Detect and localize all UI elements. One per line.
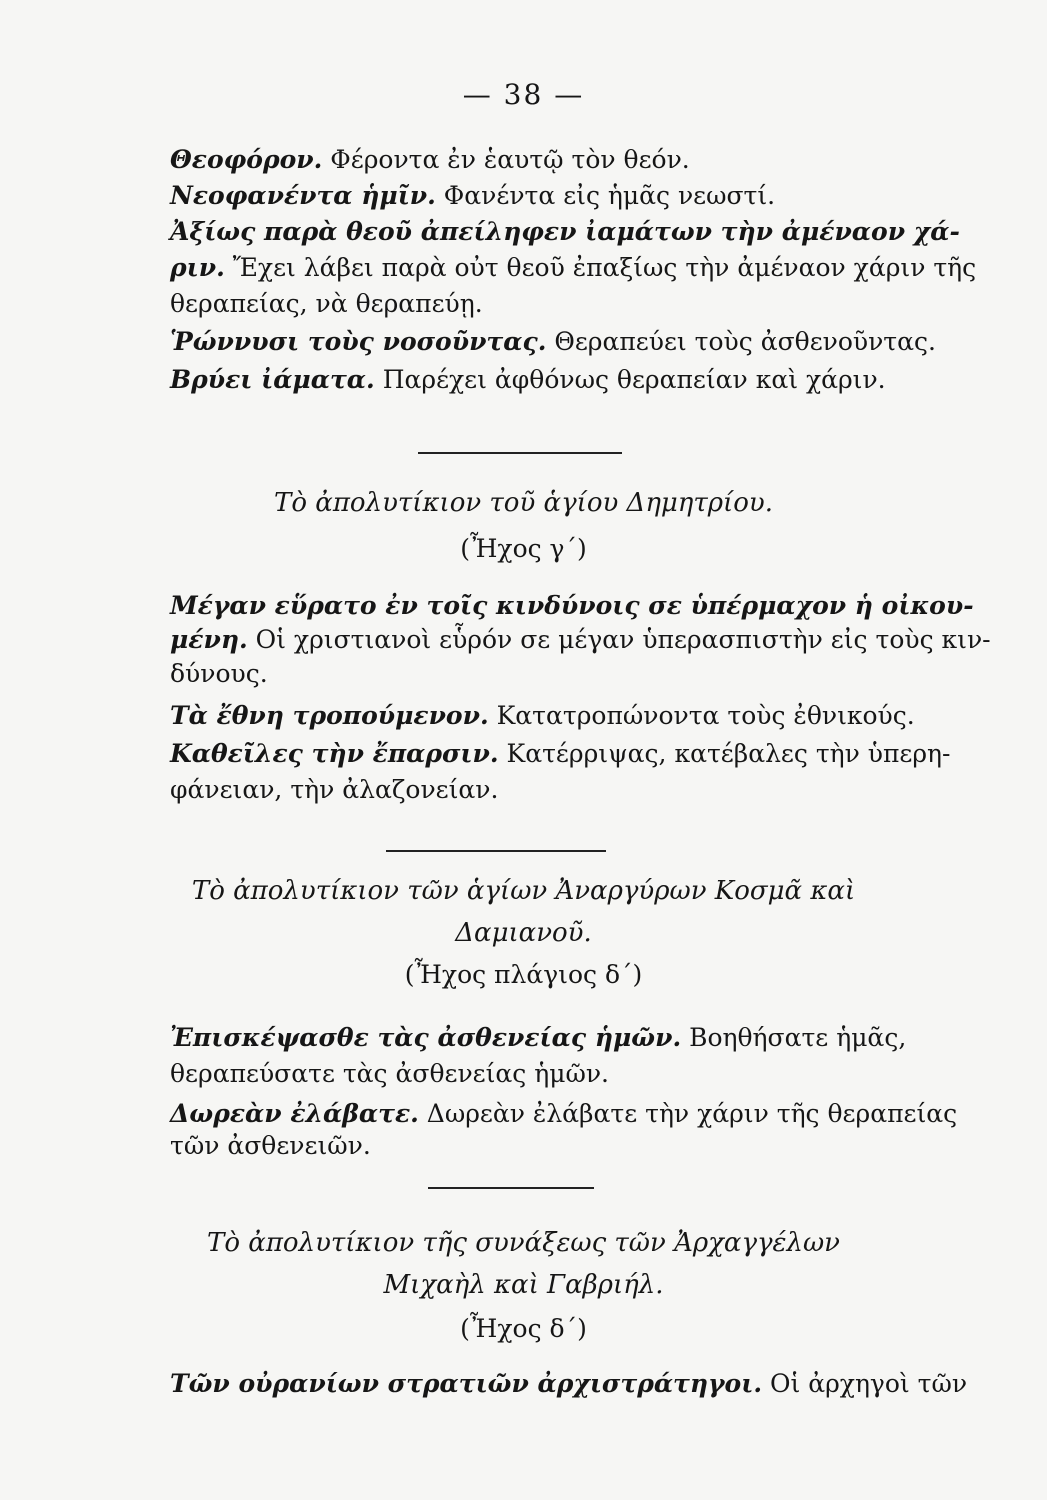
section-2-title-continued: Δαμιανοῦ. <box>455 918 592 948</box>
text-line: Μέγαν εὕρατο ἐν τοῖς κινδύνοις σε ὑπέρμαχον ἡ οἰκου- <box>170 591 974 620</box>
text-line: Νεοφανέντα ἡμῖν. Φανέντα εἰς ἡμᾶς νεωστί. <box>170 181 776 210</box>
divider-rule <box>418 452 622 454</box>
section-3-mode: (Ἦχος δ΄) <box>460 1314 587 1343</box>
section-2-title: Τὸ ἀπολυτίκιον τῶν ἁγίων Ἀναργύρων Κοσμᾶ καὶ <box>191 876 856 906</box>
text-line: Ἐπισκέψασθε τὰς ἀσθενείας ἡμῶν. Βοηθήσατε ἡμᾶς, <box>170 1023 907 1052</box>
text-line: τῶν ἀσθενειῶν. <box>170 1131 371 1160</box>
divider-rule <box>428 1187 594 1189</box>
text-line: μένη. Οἱ χριστιανοὶ εὗρόν σε μέγαν ὑπερασπιστὴν εἰς τοὺς κιν- <box>170 625 991 654</box>
section-1-text <box>170 590 991 808</box>
text-line: Ἀξίως παρὰ θεοῦ ἀπείληφεν ἰαμάτων τὴν ἀμέναον χά- <box>170 217 960 246</box>
text-line: ριν. Ἔχει λάβει παρὰ οὐτ θεοῦ ἐπαξίως τὴν ἀμέναον χάριν τῆς <box>170 253 977 282</box>
text-line: φάνειαν, τὴν ἀλαζονείαν. <box>170 775 499 804</box>
section-1-mode: (Ἦχος γ΄) <box>460 534 587 563</box>
text-line: δύνους. <box>170 659 268 688</box>
text-line: Ῥώννυσι τοὺς νοσοῦντας. Θεραπεύει τοὺς ἀσθενοῦντας. <box>170 327 936 356</box>
text-line: Θεοφόρον. Φέροντα ἐν ἑαυτῷ τὸν θεόν. <box>170 145 690 174</box>
text-line: Δωρεὰν ἐλάβατε. Δωρεὰν ἐλάβατε τὴν χάριν τῆς θεραπείας <box>170 1099 958 1128</box>
text-line: Καθεῖλες τὴν ἔπαρσιν. Κατέρριψας, κατέβαλες τὴν ὑπερη- <box>170 739 951 768</box>
section-3-title-continued: Μιχαὴλ καὶ Γαβριήλ. <box>383 1270 664 1300</box>
section-2-text <box>170 1022 958 1162</box>
text-line: Τῶν οὐρανίων στρατιῶν ἀρχιστράτηγοι. Οἱ ἀρχηγοὶ τῶν <box>170 1369 968 1398</box>
text-line: θεραπεύσατε τὰς ἀσθενείας ἡμῶν. <box>170 1059 609 1088</box>
page-number: — 38 — <box>462 78 585 111</box>
section-3-text <box>170 1368 968 1402</box>
section-3-title: Τὸ ἀπολυτίκιον τῆς συνάξεως τῶν Ἀρχαγγέλων <box>207 1228 840 1258</box>
text-line: Βρύει ἰάματα. Παρέχει ἀφθόνως θεραπείαν καὶ χάριν. <box>170 365 886 394</box>
text-line: Τὰ ἔθνη τροπούμενον. Κατατροπώνοντα τοὺς ἐθνικούς. <box>170 701 915 730</box>
section-1-title: Τὸ ἀπολυτίκιον τοῦ ἁγίου Δημητρίου. <box>274 488 773 518</box>
section-0-text <box>170 144 977 400</box>
divider-rule <box>386 850 606 852</box>
text-line: θεραπείας, νὰ θεραπεύῃ. <box>170 289 483 318</box>
section-2-mode: (Ἦχος πλάγιος δ΄) <box>404 960 643 989</box>
